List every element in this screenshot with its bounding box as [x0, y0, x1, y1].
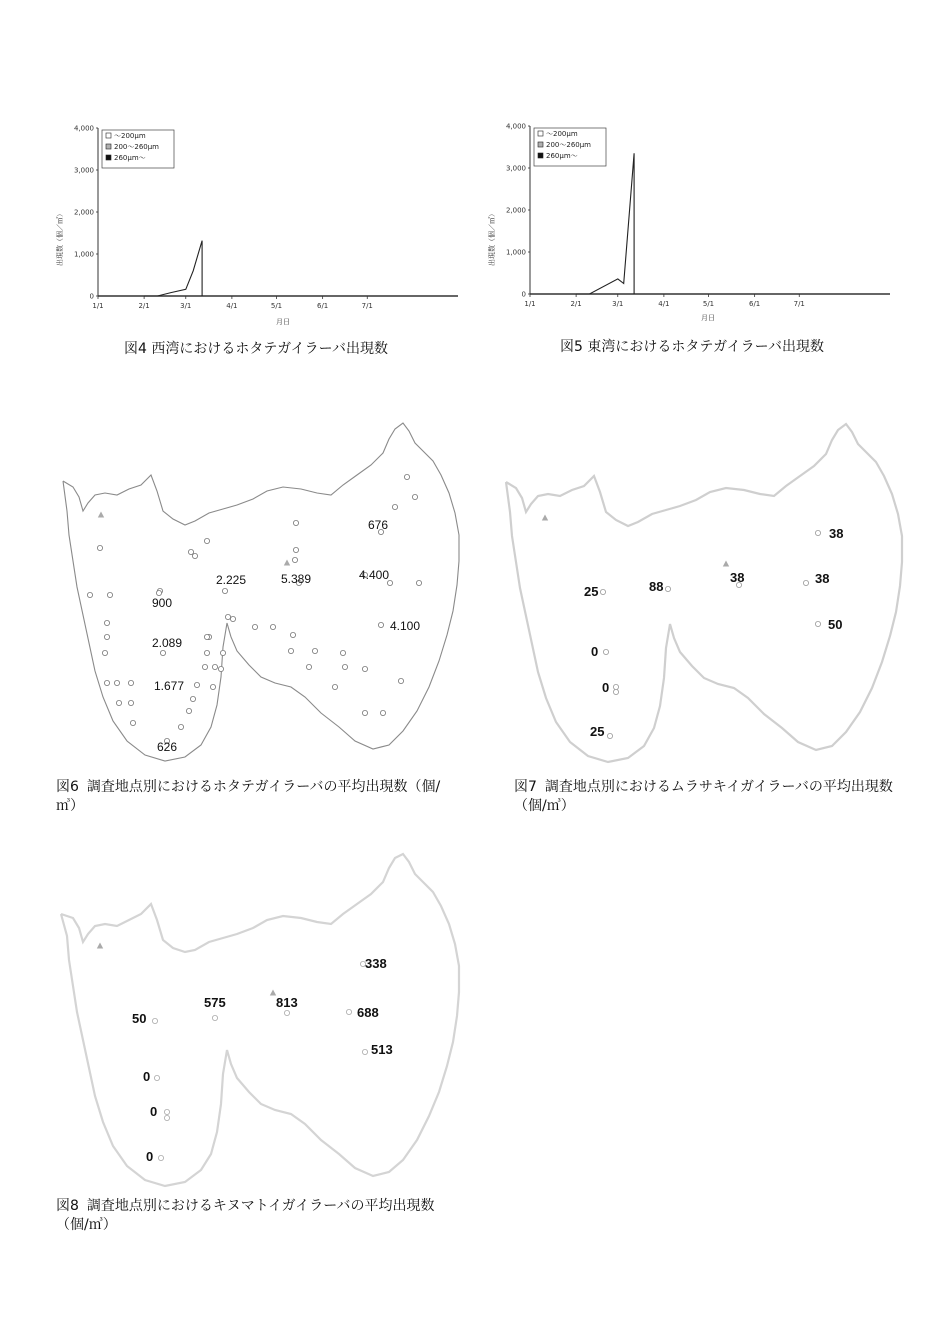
- station-marker: [154, 1075, 159, 1080]
- station-marker: [252, 624, 257, 629]
- station-marker: [230, 616, 235, 621]
- fig4-xtick-label: 2/1: [138, 302, 150, 310]
- fig8-caption-text: 調査地点別におけるキヌマトイガイラーバの平均出現数（個/㎥）: [56, 1198, 435, 1233]
- station-marker: [340, 650, 345, 655]
- fig8-value-2: 50: [132, 1011, 147, 1026]
- station-marker: [346, 1009, 351, 1014]
- station-marker: [815, 621, 820, 626]
- triangle-marker: [284, 560, 290, 566]
- station-marker: [164, 1109, 169, 1114]
- station-marker: [342, 664, 347, 669]
- fig8-value-9: 0: [146, 1149, 154, 1164]
- station-marker: [97, 545, 102, 550]
- fig4-ytick-label: 2,000: [73, 208, 94, 217]
- station-marker: [815, 530, 820, 535]
- station-marker: [412, 494, 417, 499]
- station-marker: [332, 684, 337, 689]
- fig8-value-1: 338: [365, 956, 387, 971]
- station-marker: [130, 720, 135, 725]
- station-marker: [186, 708, 191, 713]
- fig7-value-4: 38: [730, 570, 745, 585]
- fig6-map: [55, 415, 475, 770]
- fig8-value-8: 0: [150, 1104, 158, 1119]
- fig4-xtick-label: 3/1: [180, 302, 192, 310]
- fig4-xtick-label: 1/1: [92, 302, 104, 310]
- fig4-xtick-label: 5/1: [270, 302, 283, 310]
- station-marker: [204, 634, 209, 639]
- fig6-value-1: 676: [368, 518, 389, 532]
- fig4-legend-swatch-1: [106, 133, 111, 138]
- station-marker: [212, 1015, 217, 1020]
- fig4-legend-entry-3: 260μm～: [114, 154, 146, 162]
- fig5-ylabel: 出現数（個／㎥）: [488, 210, 496, 266]
- station-marker: [202, 664, 207, 669]
- fig5-caption: 図5 東湾におけるホタテガイラーバ出現数: [560, 339, 824, 355]
- station-marker: [116, 700, 121, 705]
- fig4-chart: [50, 118, 470, 333]
- station-marker: [293, 520, 298, 525]
- fig8-map-svg: [55, 852, 475, 1197]
- fig6-stations: [87, 474, 421, 743]
- fig4-legend-entry-1: ～200μm: [114, 132, 146, 140]
- station-marker: [158, 1155, 163, 1160]
- fig5-ytick-label: 0: [521, 290, 526, 299]
- station-marker: [160, 650, 165, 655]
- fig7-coastline: [506, 424, 902, 762]
- station-marker: [803, 580, 808, 585]
- fig5-xtick-label: 5/1: [702, 300, 715, 308]
- fig4-xtick-label: 7/1: [361, 302, 373, 310]
- fig7-caption: [514, 778, 914, 816]
- station-marker: [362, 710, 367, 715]
- station-marker: [312, 648, 317, 653]
- fig4-caption: 図4 西湾におけるホタテガイラーバ出現数: [124, 341, 388, 357]
- fig7-caption-text: 調査地点別におけるムラサキイガイラーバの平均出現数（個/㎥）: [514, 779, 893, 814]
- fig7-value-8: 0: [602, 680, 610, 695]
- station-marker: [225, 614, 230, 619]
- fig5-xtick-label: 4/1: [658, 300, 670, 308]
- fig5-chart: [482, 116, 902, 331]
- fig6-value-4: 4.400: [359, 568, 390, 582]
- station-marker: [128, 680, 133, 685]
- station-marker: [290, 632, 295, 637]
- fig7-caption-number: 図7: [514, 779, 537, 795]
- station-marker: [128, 700, 133, 705]
- fig8-value-7: 0: [143, 1069, 151, 1084]
- station-marker: [190, 696, 195, 701]
- station-marker: [292, 557, 297, 562]
- fig8-stations: [97, 943, 368, 1161]
- fig5-legend-entry-3: 260μm～: [546, 152, 578, 160]
- station-marker: [210, 684, 215, 689]
- fig4-ylabel: 出現数（個／㎥）: [56, 210, 64, 266]
- station-marker: [220, 650, 225, 655]
- station-marker: [607, 733, 612, 738]
- fig5-xlabel: 月日: [701, 314, 715, 322]
- fig8-coastline: [61, 854, 459, 1186]
- fig8-value-6: 513: [371, 1042, 393, 1057]
- fig7-value-9: 25: [590, 724, 605, 739]
- station-marker: [613, 689, 618, 694]
- fig4-legend-swatch-3: [106, 155, 111, 160]
- fig4-ytick-label: 0: [89, 292, 94, 301]
- station-marker: [306, 664, 311, 669]
- fig7-value-1: 38: [829, 526, 844, 541]
- fig6-value-3: 5.389: [281, 572, 312, 586]
- station-marker: [218, 666, 223, 671]
- fig7-value-6: 50: [828, 617, 843, 632]
- fig8-map: [55, 852, 475, 1197]
- fig5-legend-swatch-1: [538, 131, 543, 136]
- triangle-marker: [97, 943, 103, 949]
- fig5-legend-entry-1: ～200μm: [546, 130, 578, 138]
- fig7-value-5: 38: [815, 571, 830, 586]
- fig5-ytick-label: 4,000: [505, 122, 526, 131]
- fig6-map-svg: [55, 415, 475, 770]
- fig4-ytick-label: 4,000: [73, 124, 94, 133]
- station-marker: [107, 592, 112, 597]
- fig7-value-3: 88: [649, 579, 664, 594]
- station-marker: [288, 648, 293, 653]
- fig7-map: [498, 420, 918, 770]
- fig4-chart-svg: [50, 118, 470, 333]
- triangle-marker: [98, 512, 104, 518]
- fig6-value-6: 4.100: [390, 619, 421, 633]
- station-marker: [293, 547, 298, 552]
- fig5-xtick-label: 1/1: [524, 300, 536, 308]
- station-marker: [380, 710, 385, 715]
- fig5-series-line-1: [576, 153, 634, 294]
- fig8-caption: [56, 1197, 456, 1235]
- station-marker: [222, 588, 227, 593]
- fig5-xtick-label: 6/1: [748, 300, 761, 308]
- triangle-marker: [723, 561, 729, 567]
- fig4-ytick-label: 3,000: [73, 166, 94, 175]
- fig4-xtick-label: 6/1: [316, 302, 329, 310]
- station-marker: [613, 684, 618, 689]
- fig4-legend-entry-2: 200～260μm: [114, 143, 159, 151]
- fig5-xtick-label: 2/1: [570, 300, 582, 308]
- station-marker: [102, 650, 107, 655]
- fig8-value-3: 575: [204, 995, 226, 1010]
- station-marker: [156, 590, 161, 595]
- station-marker: [404, 474, 409, 479]
- station-marker: [270, 624, 275, 629]
- fig5-legend-swatch-2: [538, 142, 543, 147]
- station-marker: [603, 649, 608, 654]
- fig6-value-8: 1.677: [154, 679, 185, 693]
- fig6-value-9: 626: [157, 740, 178, 754]
- station-marker: [362, 666, 367, 671]
- station-marker: [87, 592, 92, 597]
- station-marker: [178, 724, 183, 729]
- fig5-ytick-label: 1,000: [505, 248, 526, 257]
- station-marker: [104, 620, 109, 625]
- fig4-xlabel: 月日: [276, 318, 290, 326]
- station-marker: [362, 1049, 367, 1054]
- station-marker: [194, 682, 199, 687]
- fig6-value-2: 2.225: [216, 573, 247, 587]
- fig5-xtick-label: 7/1: [793, 300, 805, 308]
- fig8-value-5: 688: [357, 1005, 379, 1020]
- fig4-ytick-label: 1,000: [73, 250, 94, 259]
- fig5-chart-svg: [482, 116, 902, 331]
- fig5-legend-entry-2: 200～260μm: [546, 141, 591, 149]
- fig7-map-svg: [498, 420, 918, 770]
- station-marker: [104, 634, 109, 639]
- station-marker: [212, 664, 217, 669]
- fig6-value-7: 2.089: [152, 636, 183, 650]
- fig5-xtick-label: 3/1: [612, 300, 624, 308]
- station-marker: [416, 580, 421, 585]
- station-marker: [164, 1115, 169, 1120]
- fig6-value-5: 900: [152, 596, 173, 610]
- station-marker: [204, 538, 209, 543]
- fig5-legend-swatch-3: [538, 153, 543, 158]
- fig5-ytick-label: 2,000: [505, 206, 526, 215]
- fig7-value-2: 25: [584, 584, 599, 599]
- station-marker: [378, 622, 383, 627]
- fig7-stations: [542, 515, 821, 739]
- fig4-xtick-label: 4/1: [226, 302, 238, 310]
- triangle-marker: [542, 515, 548, 521]
- station-marker: [188, 549, 193, 554]
- station-marker: [104, 680, 109, 685]
- station-marker: [114, 680, 119, 685]
- station-marker: [398, 678, 403, 683]
- fig6-caption-number: 図6: [56, 779, 79, 795]
- fig8-value-4: 813: [276, 995, 298, 1010]
- station-marker: [204, 650, 209, 655]
- fig6-caption-text: 調査地点別におけるホタテガイラーバの平均出現数（個/㎥）: [56, 779, 441, 814]
- station-marker: [665, 586, 670, 591]
- station-marker: [600, 589, 605, 594]
- fig7-value-7: 0: [591, 644, 599, 659]
- station-marker: [192, 553, 197, 558]
- fig4-legend-swatch-2: [106, 144, 111, 149]
- fig6-coastline: [63, 423, 459, 761]
- fig4-series-line-1: [144, 241, 202, 296]
- fig8-caption-number: 図8: [56, 1198, 79, 1214]
- station-marker: [152, 1018, 157, 1023]
- fig6-caption: [56, 778, 456, 816]
- fig5-ytick-label: 3,000: [505, 164, 526, 173]
- station-marker: [284, 1010, 289, 1015]
- station-marker: [392, 504, 397, 509]
